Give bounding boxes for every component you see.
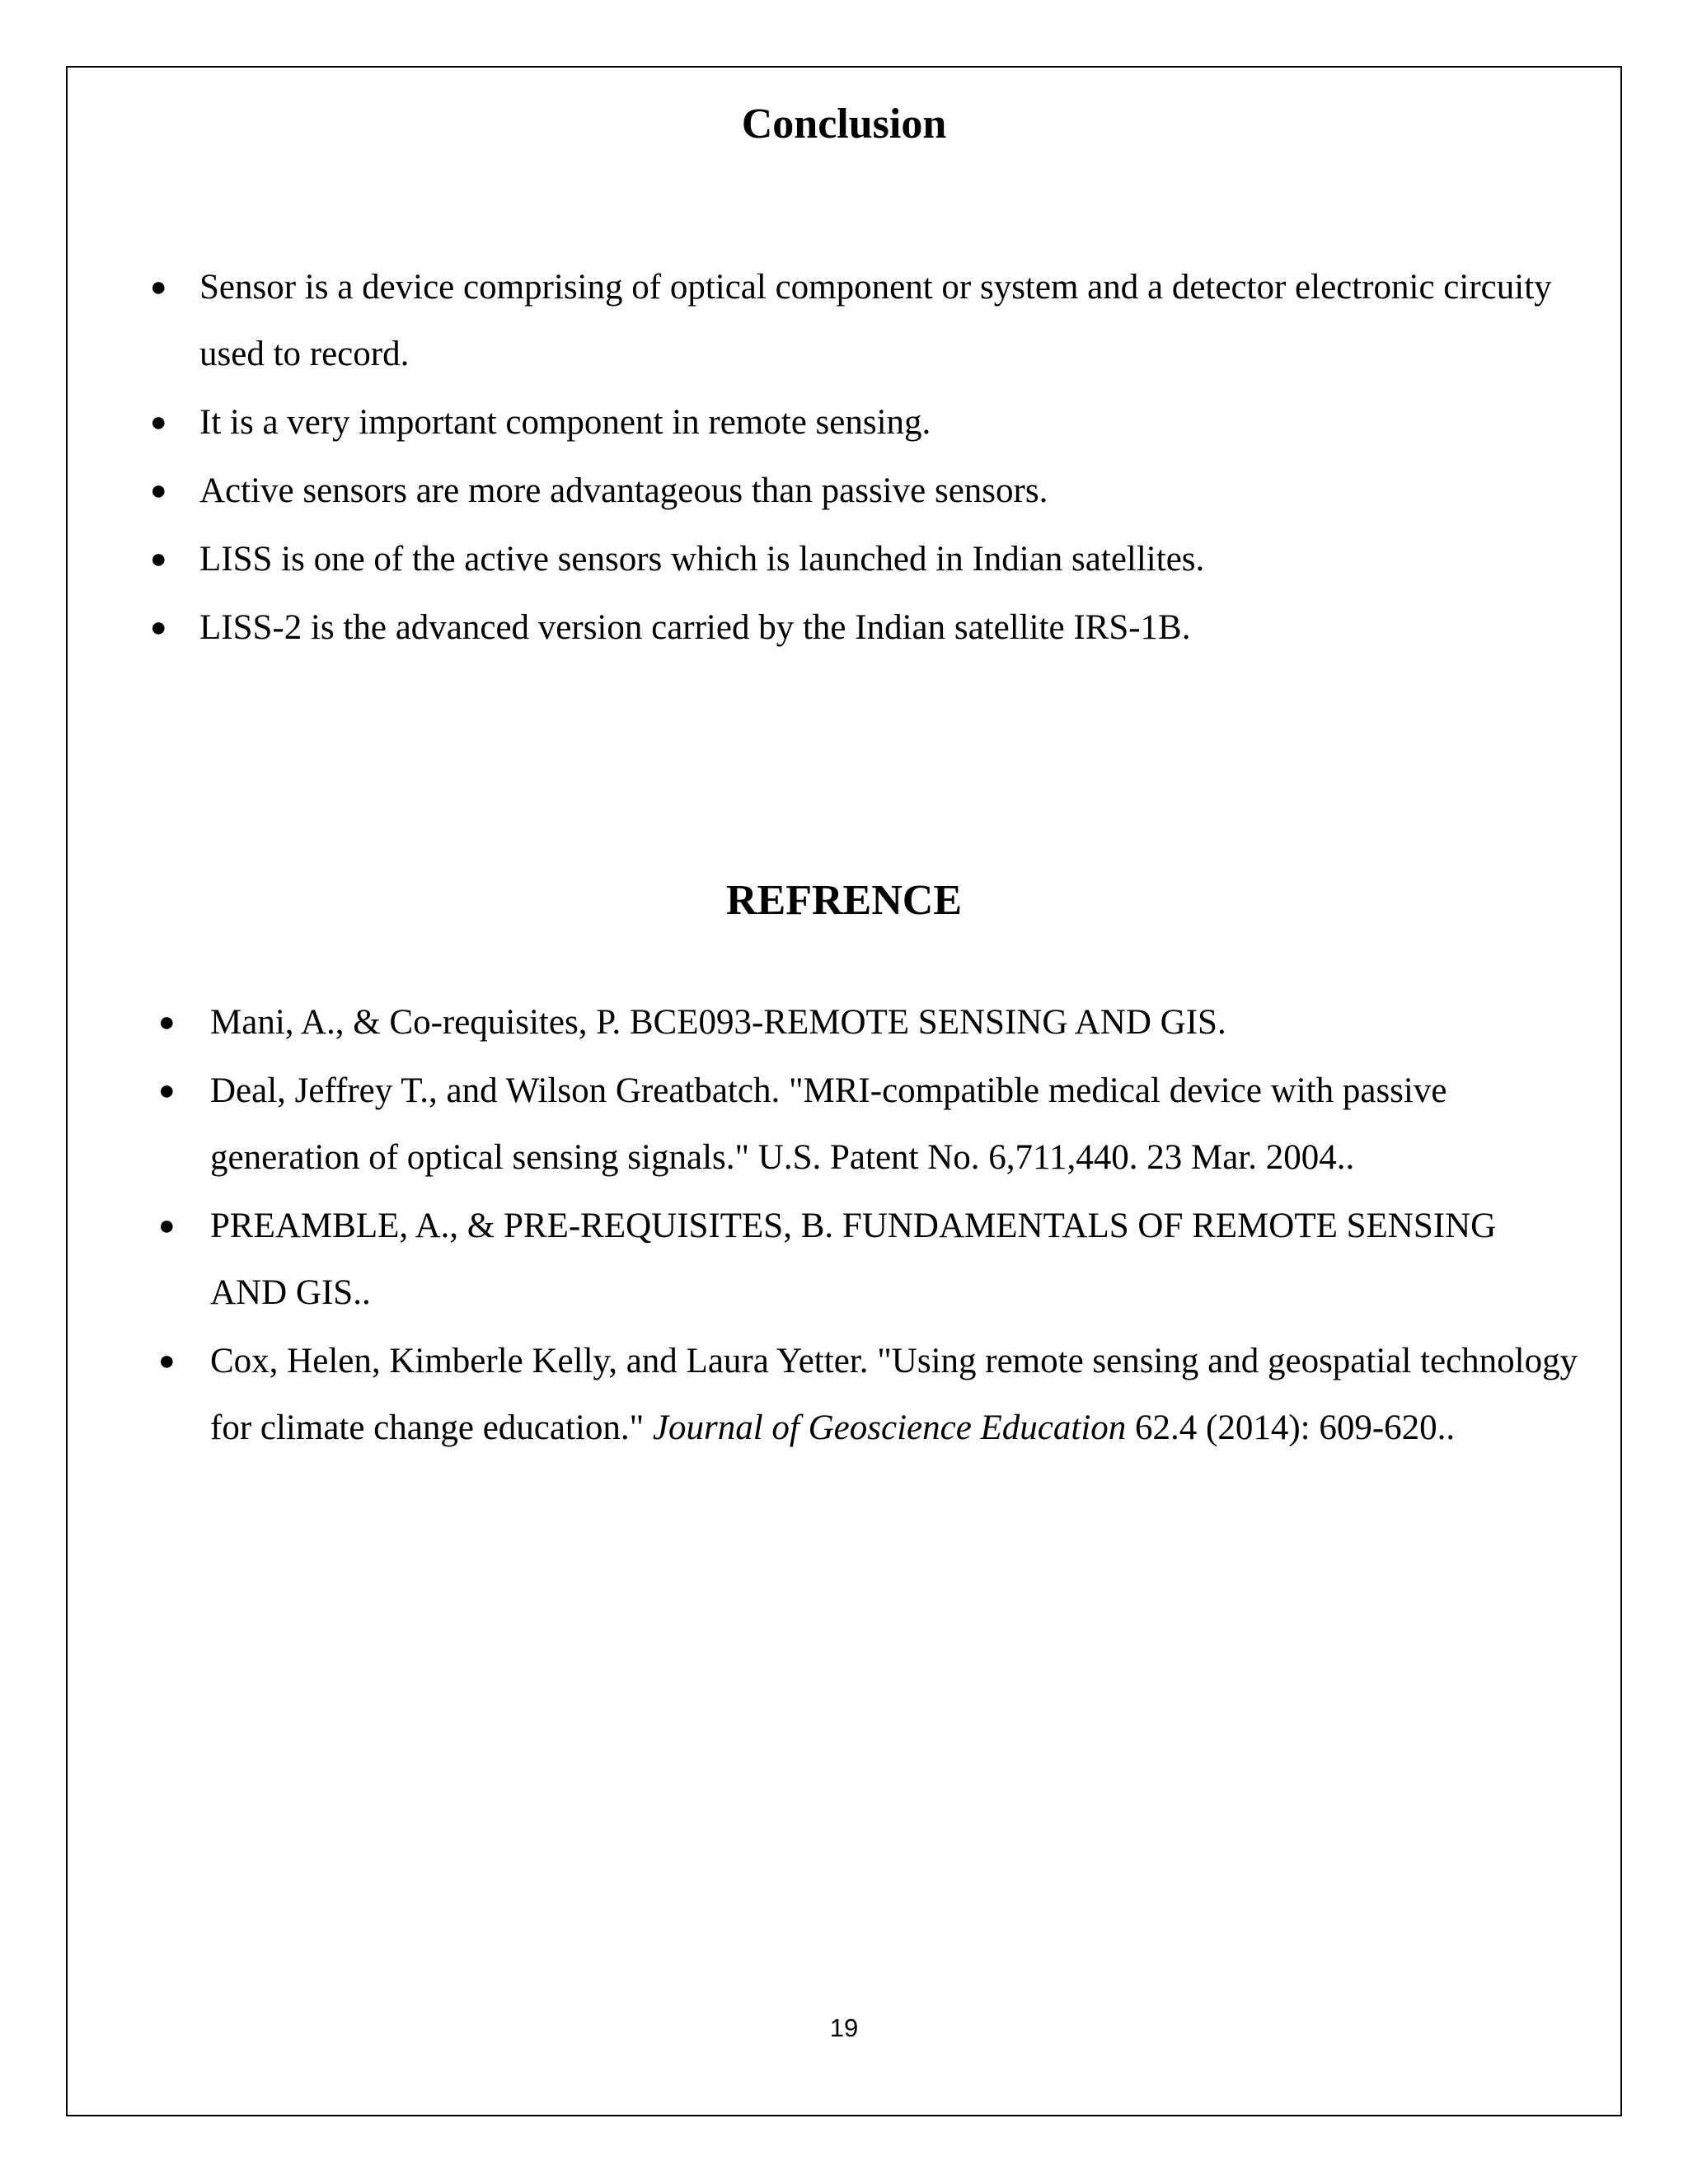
bullet-icon: ● (150, 272, 167, 302)
bullet-icon: ● (158, 1211, 176, 1241)
reference-text: Deal, Jeffrey T., and Wilson Greatbatch. "MRI-compatible medical device with passive generation of optical sensing signals." U.S. Patent No. 6,711,440. 23 Mar. 2004.. (210, 1071, 1447, 1177)
reference-text-after: 62.4 (2014): 609-620.. (1126, 1408, 1456, 1447)
conclusion-heading: Conclusion (741, 101, 947, 148)
conclusion-item (150, 526, 1601, 593)
bullet-icon: ● (150, 544, 167, 574)
conclusion-item (150, 254, 1601, 387)
conclusion-list (150, 254, 1601, 663)
reference-text: Mani, A., & Co-requisites, P. BCE093-REMOTE SENSING AND GIS. (210, 1003, 1226, 1042)
conclusion-item-text: LISS is one of the active sensors which is launched in Indian satellites. (199, 540, 1205, 579)
conclusion-item-text: Sensor is a device comprising of optical component or system and a detector electronic circuity used to record. (199, 268, 1552, 373)
reference-text: PREAMBLE, A., & PRE-REQUISITES, B. FUNDAMENTALS OF REMOTE SENSING AND GIS.. (210, 1207, 1497, 1312)
reference-text-before: Cox, Helen, Kimberle Kelly, and Laura Yetter. "Using remote sensing and geospatial technology for climate change education." (210, 1342, 1578, 1447)
conclusion-item-text: Active sensors are more advantageous than passive sensors. (199, 471, 1048, 510)
conclusion-item (150, 389, 1601, 456)
bullet-icon: ● (158, 1007, 176, 1038)
conclusion-item-text: LISS-2 is the advanced version carried by the Indian satellite IRS-1B. (199, 608, 1191, 647)
conclusion-item (150, 457, 1601, 524)
conclusion-item (150, 594, 1601, 661)
bullet-icon: ● (150, 407, 167, 438)
journal-title: Journal of Geoscience Education (652, 1408, 1127, 1447)
reference-list (158, 989, 1578, 1463)
reference-item (158, 1057, 1578, 1191)
reference-heading: REFRENCE (725, 877, 963, 924)
bullet-icon: ● (158, 1076, 176, 1106)
bullet-icon: ● (158, 1346, 176, 1376)
reference-item (158, 1193, 1578, 1326)
reference-item (158, 1328, 1578, 1461)
bullet-icon: ● (150, 612, 167, 643)
bullet-icon: ● (150, 476, 167, 506)
page-number: 19 (829, 2013, 859, 2042)
conclusion-item-text: It is a very important component in remote sensing. (199, 403, 931, 442)
reference-item (158, 989, 1578, 1056)
